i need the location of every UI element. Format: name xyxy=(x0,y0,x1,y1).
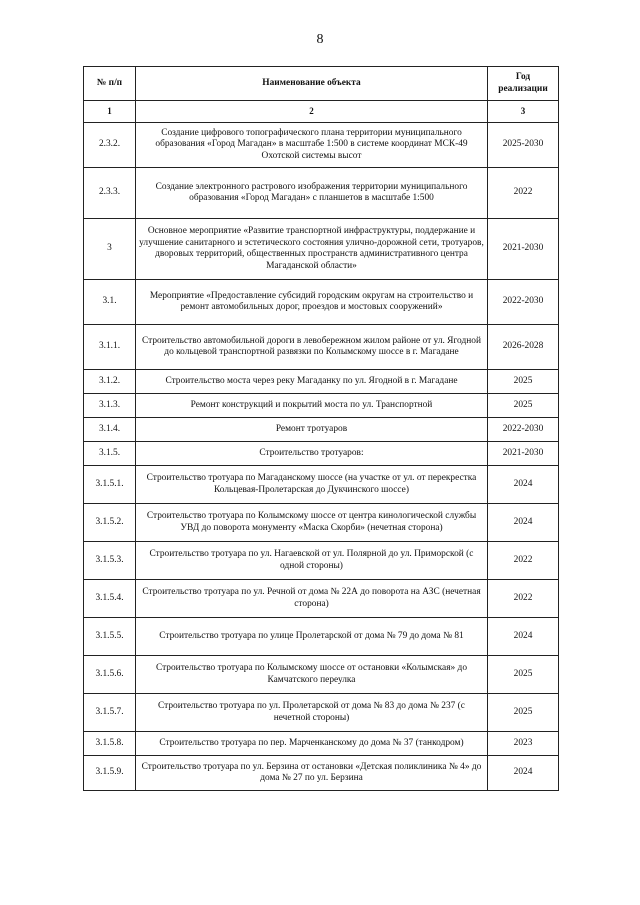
row-number: 3.1.5.4. xyxy=(84,580,136,618)
header-year xyxy=(488,67,559,101)
row-year: 2024 xyxy=(488,504,559,542)
row-object-name: Создание цифрового топографического плана территории муниципального образования «Город Магадан» в масштабе 1:500 в системе координат МСК-49 Охотской системы высот xyxy=(136,123,488,168)
row-number: 3.1.5.1. xyxy=(84,466,136,504)
table-row xyxy=(84,542,559,580)
table-row xyxy=(84,123,559,168)
header-number: № п/п xyxy=(84,67,136,101)
row-object-name: Создание электронного растрового изображения территории муниципального образования «Город Магадан» с планшетов в масштабе 1:500 xyxy=(136,168,488,219)
header-object-name: Наименование объекта xyxy=(136,67,488,101)
row-year: 2021-2030 xyxy=(488,442,559,466)
table-row xyxy=(84,442,559,466)
row-number: 3.1.5.2. xyxy=(84,504,136,542)
row-number: 3.1.3. xyxy=(84,394,136,418)
table-header-row xyxy=(84,67,559,101)
row-object-name: Ремонт тротуаров xyxy=(136,418,488,442)
row-year: 2022-2030 xyxy=(488,418,559,442)
table-row xyxy=(84,466,559,504)
row-number: 2.3.2. xyxy=(84,123,136,168)
objects-table xyxy=(83,66,559,791)
table-row xyxy=(84,280,559,325)
table-row xyxy=(84,168,559,219)
row-object-name: Ремонт конструкций и покрытий моста по ул. Транспортной xyxy=(136,394,488,418)
row-number: 2.3.3. xyxy=(84,168,136,219)
row-year: 2025-2030 xyxy=(488,123,559,168)
row-number: 3.1.5.8. xyxy=(84,732,136,756)
row-number: 3.1.4. xyxy=(84,418,136,442)
row-object-name: Строительство моста через реку Магаданку по ул. Ягодной в г. Магадане xyxy=(136,370,488,394)
row-number: 3.1.5.6. xyxy=(84,656,136,694)
table-row xyxy=(84,370,559,394)
table-row xyxy=(84,504,559,542)
row-year: 2025 xyxy=(488,370,559,394)
row-year: 2022 xyxy=(488,580,559,618)
table-row xyxy=(84,694,559,732)
table-row xyxy=(84,325,559,370)
row-year: 2024 xyxy=(488,756,559,791)
row-object-name: Строительство тротуара по улице Пролетарской от дома № 79 до дома № 81 xyxy=(136,618,488,656)
row-number: 3.1.1. xyxy=(84,325,136,370)
header-year-line1: Год xyxy=(515,72,531,82)
row-year: 2025 xyxy=(488,656,559,694)
row-number: 3 xyxy=(84,219,136,280)
table-row xyxy=(84,219,559,280)
table-row xyxy=(84,756,559,791)
row-year: 2024 xyxy=(488,466,559,504)
row-object-name: Строительство тротуара по ул. Берзина от остановки «Детская поликлиника № 4» до дома № 27 по ул. Берзина xyxy=(136,756,488,791)
row-year: 2025 xyxy=(488,394,559,418)
row-number: 3.1.5.3. xyxy=(84,542,136,580)
row-object-name: Строительство тротуара по ул. Пролетарской от дома № 83 до дома № 237 (с нечетной стороны) xyxy=(136,694,488,732)
row-year: 2026-2028 xyxy=(488,325,559,370)
table-row xyxy=(84,418,559,442)
row-object-name: Мероприятие «Предоставление субсидий городским округам на строительство и ремонт автомобильных дорог, проездов и мостовых сооружений» xyxy=(136,280,488,325)
column-index-row xyxy=(84,101,559,123)
row-number: 3.1.5.9. xyxy=(84,756,136,791)
table-row xyxy=(84,580,559,618)
column-index: 1 xyxy=(84,101,136,123)
column-index: 2 xyxy=(136,101,488,123)
row-object-name: Строительство тротуара по Магаданскому шоссе (на участке от ул. от перекрестка Кольцевая-Пролетарская до Дукчинского шоссе) xyxy=(136,466,488,504)
row-year: 2023 xyxy=(488,732,559,756)
table-row xyxy=(84,394,559,418)
table-row xyxy=(84,656,559,694)
row-object-name: Строительство тротуара по ул. Нагаевской от ул. Полярной до ул. Приморской (с одной стороны) xyxy=(136,542,488,580)
row-object-name: Строительство тротуара по ул. Речной от дома № 22А до поворота на АЗС (нечетная сторона) xyxy=(136,580,488,618)
row-year: 2022-2030 xyxy=(488,280,559,325)
row-year: 2022 xyxy=(488,542,559,580)
table-row xyxy=(84,732,559,756)
row-year: 2025 xyxy=(488,694,559,732)
table-row xyxy=(84,618,559,656)
row-number: 3.1.2. xyxy=(84,370,136,394)
row-object-name: Строительство тротуара по пер. Марченканскому до дома № 37 (танкодром) xyxy=(136,732,488,756)
row-year: 2021-2030 xyxy=(488,219,559,280)
row-object-name: Строительство тротуара по Колымскому шоссе от центра кинологической службы УВД до поворота монументу «Маска Скорби» (нечетная сторона) xyxy=(136,504,488,542)
row-year: 2024 xyxy=(488,618,559,656)
column-index: 3 xyxy=(488,101,559,123)
row-number: 3.1.5.7. xyxy=(84,694,136,732)
row-number: 3.1.5.5. xyxy=(84,618,136,656)
page-number: 8 xyxy=(316,32,324,47)
row-year: 2022 xyxy=(488,168,559,219)
row-number: 3.1. xyxy=(84,280,136,325)
header-year-line2: реализации xyxy=(498,83,548,94)
row-object-name: Строительство тротуаров: xyxy=(136,442,488,466)
row-object-name: Строительство автомобильной дороги в левобережном жилом районе от ул. Ягодной до кольцевой транспортной развязки по Колымскому шоссе в г. Магадане xyxy=(136,325,488,370)
row-object-name: Основное мероприятие «Развитие транспортной инфраструктуры, поддержание и улучшение санитарного и эстетического состояния улично-дорожной сети, тротуаров, дворовых территорий, общественных пространств административного центра Магаданской области» xyxy=(136,219,488,280)
row-object-name: Строительство тротуара по Колымскому шоссе от остановки «Колымская» до Камчатского переулка xyxy=(136,656,488,694)
row-number: 3.1.5. xyxy=(84,442,136,466)
